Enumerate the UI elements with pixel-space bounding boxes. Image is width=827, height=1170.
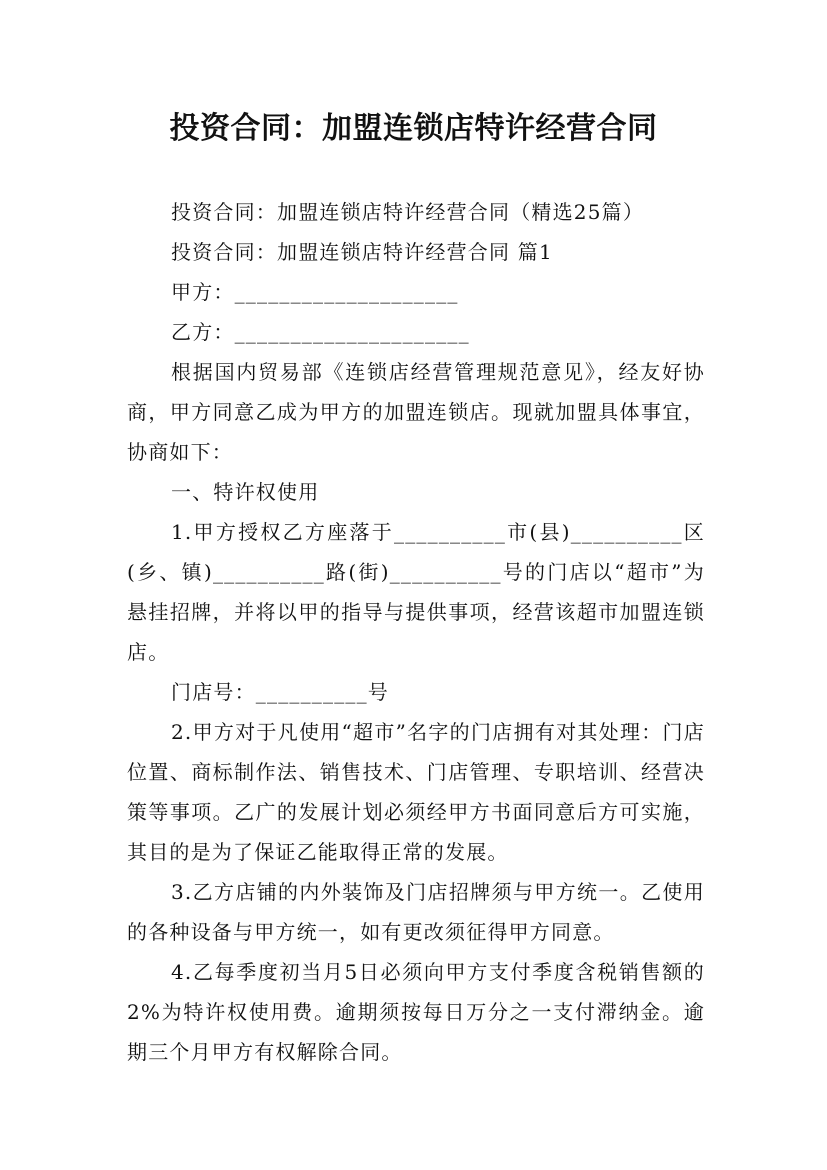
preamble-paragraph: 根据国内贸易部《连锁店经营管理规范意见》，经友好协商，甲方同意乙成为甲方的加盟连锁店。现就加盟具体事宜，协商如下： (127, 360, 705, 464)
clause-4-paragraph: 4.乙每季度初当月5日必须向甲方支付季度含税销售额的2%为特许权使用费。逾期须按每日万分之一支付滞纳金。逾期三个月甲方有权解除合同。 (127, 960, 705, 1064)
subtitle-paragraph: 投资合同：加盟连锁店特许经营合同（精选25篇） (171, 200, 645, 224)
clause-2-paragraph: 2.甲方对于凡使用“超市”名字的门店拥有对其处理：门店位置、商标制作法、销售技术、门店管理、专职培训、经营决策等事项。乙广的发展计划必须经甲方书面同意后方可实施，其目的是为了保证乙能取得正常的发展。 (127, 720, 705, 864)
store-number-line: 门店号：__________号 (171, 680, 389, 704)
party-a-line: 甲方：____________________ (171, 280, 459, 304)
document-title: 投资合同：加盟连锁店特许经营合同 (169, 111, 658, 146)
clause-heading: 一、特许权使用 (171, 480, 320, 504)
section-heading-paragraph: 投资合同：加盟连锁店特许经营合同 篇1 (171, 240, 553, 264)
clause-1-paragraph: 1.甲方授权乙方座落于__________市(县)__________区(乡、镇)__________路(街)__________号的门店以“超市”为悬挂招牌，并将以甲的指导与提供事项，经营该超市加盟连锁店。 (127, 520, 705, 664)
party-b-line: 乙方：_____________________ (171, 320, 470, 344)
clause-3-paragraph: 3.乙方店铺的内外装饰及门店招牌须与甲方统一。乙使用的各种设备与甲方统一，如有更改须征得甲方同意。 (127, 880, 705, 944)
document-body (127, 192, 705, 1072)
